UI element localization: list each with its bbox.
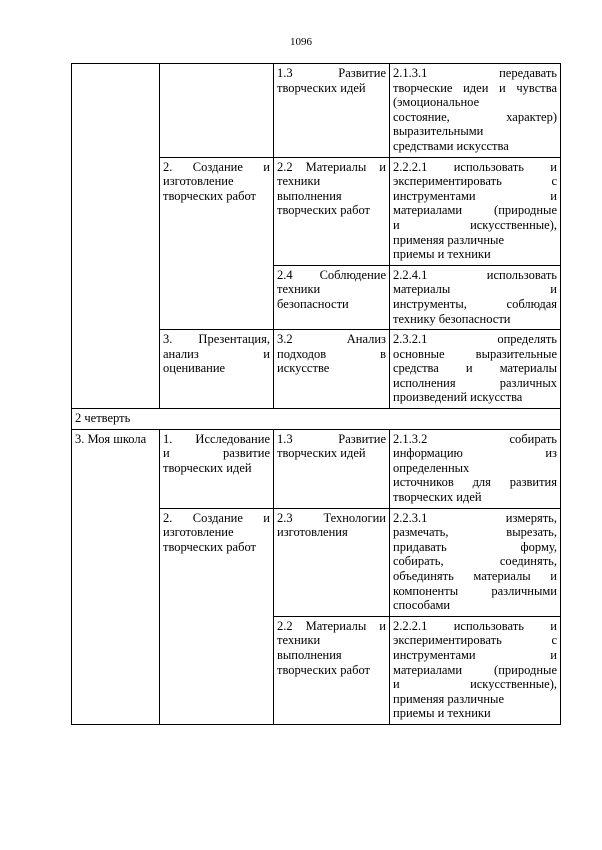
- goal-cell: [274, 616, 390, 724]
- goal-cell: [274, 157, 390, 265]
- objective-line: применяя различные: [393, 691, 504, 706]
- section-cell: [160, 64, 274, 158]
- goal-line: 2.2 Материалы и: [277, 618, 386, 633]
- goal-line: творческих идей: [277, 446, 366, 461]
- objective-line: материалами (природные: [393, 203, 557, 218]
- goal-line: 2.2 Материалы и: [277, 159, 386, 174]
- objective-line: материалы и: [393, 282, 557, 297]
- objective-line: размечать, вырезать,: [393, 525, 557, 540]
- section-line: анализ и: [163, 346, 270, 361]
- objective-cell: [390, 157, 561, 265]
- objective-line: исполнения различных: [393, 375, 557, 390]
- goal-line: 2.3 Технологии: [277, 510, 386, 525]
- objective-line: информацию из: [393, 446, 557, 461]
- objective-line: компоненты различными: [393, 583, 557, 598]
- objective-line: 2.2.2.1 использовать и: [393, 159, 557, 174]
- goal-cell: [274, 508, 390, 616]
- section-cell: [160, 429, 274, 508]
- section-line: и развитие: [163, 446, 270, 461]
- quarter-heading: 2 четверть: [72, 409, 561, 430]
- objective-cell: [390, 616, 561, 724]
- objective-cell: [390, 330, 561, 409]
- objective-cell: [390, 429, 561, 508]
- objective-line: способами: [393, 598, 451, 613]
- section-line: 1. Исследование: [163, 431, 270, 446]
- goal-line: 3.2 Анализ: [277, 332, 386, 347]
- objective-line: инструментами и: [393, 647, 557, 662]
- objective-line: творческих идей: [393, 490, 482, 505]
- objective-line: 2.3.2.1 определять: [393, 332, 557, 347]
- goal-line: 1.3 Развитие: [277, 66, 386, 80]
- objective-line: средствами искусства: [393, 138, 509, 153]
- goal-cell: [274, 429, 390, 508]
- goal-line: творческих работ: [277, 662, 371, 677]
- objective-line: 2.1.3.1 передавать: [393, 66, 557, 80]
- objective-line: экспериментировать с: [393, 633, 557, 648]
- objective-line: приемы и техники: [393, 247, 491, 262]
- table-row: [72, 64, 561, 158]
- section-line: 3. Презентация,: [163, 332, 270, 347]
- goal-line: творческих работ: [277, 203, 371, 218]
- objective-line: инструменты, соблюдая: [393, 296, 557, 311]
- objective-line: 2.1.3.2 собирать: [393, 431, 557, 446]
- objective-line: 2.2.2.1 использовать и: [393, 618, 557, 633]
- section-cell: [160, 157, 274, 330]
- goal-line: подходов в: [277, 346, 386, 361]
- section-line: творческих идей: [163, 460, 252, 475]
- table-row: [72, 409, 561, 430]
- goal-line: творческих идей: [277, 80, 366, 95]
- table-row: [72, 429, 561, 508]
- goal-line: 2.4 Соблюдение: [277, 267, 386, 282]
- goal-line: безопасности: [277, 296, 349, 311]
- objective-line: основные выразительные: [393, 346, 557, 361]
- objective-line: приемы и техники: [393, 706, 491, 721]
- section-line: изготовление: [163, 525, 234, 540]
- objective-line: определенных: [393, 460, 470, 475]
- section-line: творческих работ: [163, 188, 257, 203]
- objective-line: творческие идеи и чувства: [393, 80, 557, 95]
- objective-line: объединять материалы и: [393, 569, 557, 583]
- section-line: творческих работ: [163, 539, 257, 554]
- objective-cell: [390, 508, 561, 616]
- objective-cell: [390, 265, 561, 329]
- objective-line: собирать, соединять,: [393, 554, 557, 569]
- page-number: 1096: [290, 36, 312, 48]
- section-cell: [160, 330, 274, 409]
- objective-cell: [390, 64, 561, 158]
- section-line: оценивание: [163, 361, 226, 376]
- goal-line: выполнения: [277, 188, 342, 203]
- objective-line: применяя различные: [393, 232, 504, 247]
- curriculum-table: [71, 63, 561, 725]
- goal-cell: [274, 330, 390, 409]
- objective-line: (эмоциональное: [393, 95, 480, 110]
- objective-line: выразительными: [393, 124, 484, 139]
- objective-line: состояние, характер): [393, 109, 557, 124]
- goal-line: выполнения: [277, 647, 342, 662]
- section-line: 2. Создание и: [163, 159, 270, 174]
- objective-line: средства и материалы: [393, 361, 557, 376]
- section-cell: [160, 508, 274, 724]
- goal-line: искусстве: [277, 361, 330, 376]
- objective-line: и искусственные),: [393, 677, 557, 692]
- goal-cell: [274, 64, 390, 158]
- section-line: изготовление: [163, 174, 234, 189]
- objective-line: инструментами и: [393, 188, 557, 203]
- goal-line: техники: [277, 282, 321, 297]
- goal-cell: [274, 265, 390, 329]
- objective-line: 2.2.3.1 измерять,: [393, 510, 557, 525]
- objective-line: 2.2.4.1 использовать: [393, 267, 557, 282]
- topic-cell: 3. Моя школа: [72, 429, 160, 724]
- section-line: 2. Создание и: [163, 510, 270, 525]
- goal-line: техники: [277, 633, 321, 648]
- objective-line: материалами (природные: [393, 662, 557, 677]
- objective-line: источников для развития: [393, 475, 557, 490]
- goal-line: изготовления: [277, 525, 348, 540]
- objective-line: придавать форму,: [393, 539, 557, 554]
- goal-line: техники: [277, 174, 321, 189]
- objective-line: и искусственные),: [393, 217, 557, 232]
- goal-line: 1.3 Развитие: [277, 431, 386, 446]
- topic-cell: [72, 64, 160, 409]
- objective-line: технику безопасности: [393, 311, 511, 326]
- objective-line: произведений искусства: [393, 390, 523, 405]
- objective-line: экспериментировать с: [393, 174, 557, 189]
